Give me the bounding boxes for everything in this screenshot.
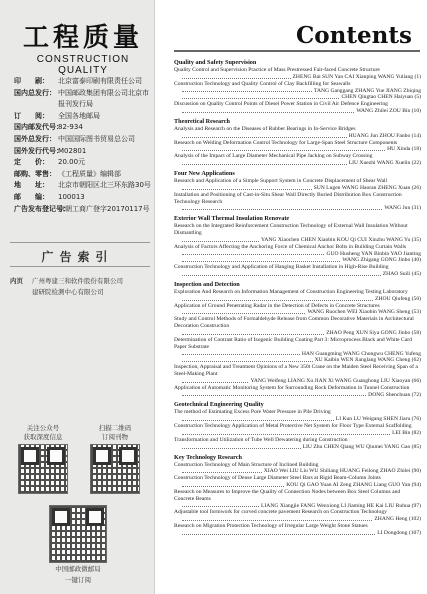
info-row <box>14 146 152 158</box>
section-heading: Theoretical Research <box>174 117 230 125</box>
article-title[interactable]: Adjustable tool formwork for curved concrete pavement Research on Construction Technology <box>174 509 387 516</box>
author-names: LEI Bin (82) <box>392 429 421 436</box>
article-title[interactable]: Construction Technology of Main Structure of Inclined Building <box>174 461 319 468</box>
article-entry[interactable] <box>174 475 421 489</box>
logo-english: CONSTRUCTION QUALITY <box>36 54 130 76</box>
article-title[interactable]: Exploration And Research on Information Management of Construction Engineering Testing Laboratory <box>174 288 408 295</box>
leader-dots <box>182 468 262 473</box>
author-names: DONG Shenchuan (72) <box>368 391 421 398</box>
article-title[interactable]: Determination of Contrast Ratio of Isogenic Building Coating Part 3: Microprocess Black and White Card Paper Substrate <box>174 336 412 350</box>
publication-info <box>14 76 152 215</box>
info-row <box>14 88 152 111</box>
ad-index-title: 广告索引 <box>41 250 114 264</box>
info-row <box>14 180 152 192</box>
info-key: 国内总发行： <box>14 88 56 97</box>
article-authors <box>174 108 421 115</box>
info-key: 国外总发行： <box>14 134 56 143</box>
leader-dots <box>182 257 340 262</box>
leader-dots <box>182 74 291 79</box>
article-entry[interactable] <box>174 423 421 437</box>
info-key: 定 价： <box>14 158 49 167</box>
article-entry[interactable] <box>174 437 421 451</box>
article-title[interactable]: Installation and Positioning of Cast-in-Situ Shear Wall Directly Buried Distribution Box Construction Technology Research <box>174 191 402 205</box>
article-authors <box>174 430 421 437</box>
info-value: 中国国际图书贸易总公司 <box>58 134 135 143</box>
author-names: WANG Zhigang GONG Jinbo (40) <box>342 257 421 264</box>
article-title[interactable]: Quality Control and Supervision Practice of Mass Prestressed Fair-faced Concrete Structure <box>174 67 380 73</box>
author-names: HU Xinda (18) <box>387 146 421 153</box>
author-names: WANG Jun (31) <box>384 205 421 212</box>
author-names: LIANG Xiangjie FANG Wenxiong LI Jiaming HE Kai LIU Ruhua (97) <box>261 502 421 509</box>
article-title[interactable]: Discussion on Quality Control Points of Diesel Power Station in Civil Air Defence Engineering <box>174 101 388 108</box>
title-rule <box>174 50 420 52</box>
article-title[interactable]: Study and Control Methods of Formaldehyde Release from Common Decorative Materials in Architectural Decoration Construction <box>174 316 414 330</box>
leader-dots <box>182 205 382 210</box>
author-names: YANG Weifeng LIANG Xu JIAN Xi WANG Guanghong LIU Xiaoyan (66) <box>250 377 421 384</box>
article-title[interactable]: Analysis and Research on the Diseases of Rubber Bearings in In-Service Bridges <box>174 125 356 132</box>
leader-dots <box>182 357 313 362</box>
article-title[interactable]: Analysis of the Impact of Large Diameter Mechanical Pipe Jacking on Subway Crossing <box>174 153 373 160</box>
article-authors <box>174 296 421 303</box>
qr-code-icon[interactable] <box>49 505 107 563</box>
qr-label: 一键订阅 <box>65 576 91 584</box>
leader-dots <box>182 237 259 242</box>
article-entry[interactable] <box>174 140 421 154</box>
qr-label: 订阅刊物 <box>102 433 128 441</box>
leader-dots <box>182 88 312 93</box>
leader-dots <box>182 378 248 383</box>
author-names: LI Kun LU Weigang SHEN Jiaru (76) <box>335 416 421 423</box>
info-value: 北京富泰印刷有限责任公司 <box>58 77 142 85</box>
qr-label: 中国邮政微邮局 <box>55 565 101 573</box>
contents-title: Contents <box>296 22 412 49</box>
article-title[interactable]: Application of Automatic Monitoring System for Surrounding Rock Deformation in Tunnel Construction <box>174 384 410 391</box>
section-heading: Exterior Wall Thermal Insulation Renovate <box>174 215 290 223</box>
leader-dots <box>182 530 375 535</box>
article-authors <box>174 530 421 537</box>
author-names: ZHAO Peng XUN Siya GONG Jinbo (58) <box>326 330 421 336</box>
qr-label: 获取深度信息 <box>23 433 63 441</box>
author-names: SUN Lugen WANG Haoran ZHENG Xuan (26) <box>313 184 421 191</box>
article-entry[interactable] <box>174 178 421 192</box>
info-row <box>14 204 152 216</box>
article-title[interactable]: Transformation and Utilization of Tube Well Dewatering during Construction <box>174 436 348 443</box>
ad-item-value: 广州粤建三和软件股份有限公司 <box>32 277 123 285</box>
info-row <box>14 169 152 181</box>
article-entry[interactable] <box>174 316 421 337</box>
info-value: 20.00元 <box>58 158 86 167</box>
article-authors <box>174 74 421 81</box>
section-heading: Four New Applications <box>174 169 235 177</box>
info-key: 邮 编： <box>14 192 49 201</box>
info-value: 北京市朝阳区北三环东路30号 <box>58 181 151 190</box>
author-names: CHEN Qingtao CHEN Haiyuan (5) <box>341 94 421 101</box>
ad-item-key <box>10 287 32 298</box>
article-entry[interactable] <box>174 101 421 115</box>
author-names: ZHENG Bai SUN Yan CAI Xianping WANG Yuliang (1) <box>292 73 421 80</box>
article-title[interactable]: Construction Technology Application of Metal Protective Net System for Floor Type External Scaffolding <box>174 423 412 430</box>
article-title[interactable]: Research on the Integrated Reinforcement Construction Technology of External Wall Insulation Without Dismantling <box>174 223 408 237</box>
article-entry[interactable] <box>174 409 421 423</box>
ad-item-value: 建研院检测中心有限公司 <box>32 288 104 296</box>
ad-item-key: 内页 <box>10 277 23 285</box>
left-sidebar <box>0 0 155 594</box>
qr-label: 关注公众号 <box>26 424 60 432</box>
leader-dots <box>182 146 385 151</box>
qr-wechat <box>14 424 72 494</box>
leader-dots <box>182 330 324 335</box>
ad-item <box>10 276 152 287</box>
section-heading: Geotechnical Engineering Quality <box>174 401 264 409</box>
author-names: XIAO Wei LIU Liu WU Shiliang HUANG Feilong ZHAO Zhilei (90) <box>263 468 421 475</box>
info-row <box>14 192 152 204</box>
article-title[interactable]: Construction Technology and Quality Control of Clay Backfilling for Seawalls <box>174 80 351 87</box>
info-value: M02801 <box>58 146 87 155</box>
info-row <box>14 76 152 88</box>
ad-index-list <box>10 276 152 298</box>
article-title[interactable]: Application of Ground Penetrating Radar in the Detection of Defects in Concrete Structures <box>174 302 380 309</box>
table-of-contents <box>174 56 421 537</box>
author-names: KOU Qi GAO Yuan AI Zeng ZHANG Liang GUO Yan (94) <box>286 482 421 489</box>
divider <box>10 242 150 243</box>
info-value: 100013 <box>58 192 85 201</box>
author-names: ZHOU Qiufeng (50) <box>375 295 421 302</box>
info-value: 中国邮政集团有限公司北京市报刊发行局 <box>58 88 149 109</box>
author-names: LI Dongdong (107) <box>377 529 421 536</box>
leader-dots <box>182 296 373 301</box>
article-entry[interactable] <box>174 337 421 358</box>
section-heading: Key Technology Research <box>174 453 242 461</box>
article-entry[interactable] <box>174 523 421 537</box>
divider <box>10 266 150 267</box>
info-key: 广告发布登记号： <box>14 204 70 213</box>
author-names: HUANG Jun ZHOU Fanbo (14) <box>348 132 421 139</box>
article-title[interactable]: Research on Welding Deformation Control Technology for Large-Span Steel Structure Components <box>174 139 398 146</box>
logo-chinese: 工程质量 <box>22 23 143 53</box>
leader-dots <box>182 430 390 435</box>
info-row <box>14 157 152 169</box>
leader-dots <box>182 185 312 190</box>
article-title[interactable]: Construction Technology and Application of Hanging Basket Installation in High-Rise Building <box>174 264 389 271</box>
article-title[interactable]: The method of Estimating Excess Pore Water Pressure in Pile Driving <box>174 409 331 416</box>
qr-subscribe <box>86 424 144 494</box>
article-authors <box>174 378 421 385</box>
author-names: ZHAO Suili (45) <box>382 271 421 278</box>
author-names: LIU Zhu CHEN Qiang WU Qiumei YANG Gao (85) <box>302 443 421 450</box>
article-entry[interactable] <box>174 244 421 258</box>
qr-code-icon[interactable] <box>18 444 68 494</box>
leader-dots <box>182 351 300 356</box>
leader-dots <box>182 108 354 113</box>
leader-dots <box>182 444 301 449</box>
leader-dots <box>182 160 347 165</box>
leader-dots <box>182 503 259 508</box>
info-key: 订 阅： <box>14 111 49 120</box>
author-names: WANG Ruochen WEI Xiaobin WANG Sheng (53) <box>307 309 421 316</box>
leader-dots <box>182 482 284 487</box>
article-entry[interactable] <box>174 126 421 140</box>
info-key: 国外发行代号： <box>14 146 63 155</box>
article-authors <box>174 271 421 278</box>
article-entry[interactable] <box>174 264 421 278</box>
article-entry[interactable] <box>174 489 421 510</box>
info-value: 京朝工商广登字20170117号 <box>58 204 150 213</box>
info-key: 地 址： <box>14 181 49 190</box>
leader-dots <box>182 94 339 99</box>
info-key: 印 刷： <box>14 77 49 85</box>
article-authors <box>174 205 421 212</box>
article-entry[interactable] <box>174 385 421 399</box>
leader-dots <box>182 271 381 276</box>
article-title[interactable]: Analysis of Factors Affecting the Anchoring Force of Chemical Anchor Bolts in Building Curtain Walls <box>174 243 407 250</box>
leader-dots <box>182 516 372 521</box>
article-entry[interactable] <box>174 509 421 523</box>
author-names: HAN Guangming WANG Chongwu CHENG Yufeng <box>301 350 421 357</box>
article-entry[interactable] <box>174 81 421 95</box>
leader-dots <box>182 309 305 314</box>
article-title[interactable]: Research on Migration Protection Technology of Irregular Large Weight Stone Statues <box>174 523 368 530</box>
section-heading: Inspection and Detection <box>174 280 240 288</box>
qr-post-office <box>45 503 111 585</box>
article-entry[interactable] <box>174 192 421 213</box>
qr-codes <box>14 424 144 494</box>
article-entry[interactable] <box>174 303 421 317</box>
author-names: YANG Xiaochen CHEN Xiaobin KOU Qi CUI Xinzhu WANG Yu (35) <box>260 236 421 243</box>
article-entry[interactable] <box>174 289 421 303</box>
author-names: WANG Zhilei ZOU Bin (10) <box>356 108 421 115</box>
info-row <box>14 122 152 134</box>
leader-dots <box>182 416 334 421</box>
author-names: TANG Ganggang ZHANG Yue JIANG Zhiqing <box>313 87 421 94</box>
article-title[interactable]: Research and Application of a Simple Support System in Concrete Displacement of Shear Wall <box>174 177 388 184</box>
info-row <box>14 134 152 146</box>
info-key: 国内邮发代号： <box>14 123 63 132</box>
article-title[interactable]: Construction Technology of Dense Large Diameter Steel Bars at Rigid Beam-Column Joints <box>174 475 381 482</box>
author-names: GUO Husheng YAN Binbin YAO Jianting <box>326 250 421 257</box>
article-authors <box>174 185 421 192</box>
leader-dots <box>182 392 366 397</box>
author-names: LIU Xuezhi WANG Xuelin (22) <box>348 160 421 167</box>
info-value: 全国各地邮局 <box>58 111 100 120</box>
article-authors <box>174 392 421 399</box>
qr-code-icon[interactable] <box>90 444 140 494</box>
article-authors <box>174 133 421 140</box>
section-heading: Quality and Safety Supervision <box>174 59 257 66</box>
article-entry[interactable] <box>174 153 421 167</box>
info-value: 82-934 <box>58 123 83 132</box>
article-entry[interactable] <box>174 364 421 385</box>
contents-panel <box>166 0 422 594</box>
leader-dots <box>182 251 324 256</box>
author-names: ZHANG Heng (102) <box>374 516 421 523</box>
article-authors <box>174 444 421 451</box>
article-entry[interactable] <box>174 67 421 81</box>
article-authors <box>174 330 421 337</box>
article-entry[interactable] <box>174 462 421 476</box>
article-title[interactable]: Research on Measures to Improve the Quality of Connection Nodes between Box Steel Columns and Concrete Beams <box>174 488 401 502</box>
info-row <box>14 111 152 123</box>
article-authors <box>174 482 421 489</box>
leader-dots <box>182 133 347 138</box>
info-value: 《工程质量》编辑部 <box>58 169 121 178</box>
article-authors <box>174 237 421 244</box>
author-names: XU Kaibin WEN Jianglang WANG Cheng (62) <box>314 357 421 364</box>
journal-logo <box>18 24 148 76</box>
article-authors <box>174 160 421 167</box>
ad-item <box>10 287 152 298</box>
qr-label: 扫描二维码 <box>98 424 132 432</box>
article-entry[interactable] <box>174 223 421 244</box>
article-title[interactable]: Inspection, Appraisal and Treatment Opinions of a New 350t Crane on the Maiden Steel Receiving Span of a Steel-Making Plant <box>174 364 418 378</box>
info-key: 邮购、零售： <box>14 169 56 178</box>
